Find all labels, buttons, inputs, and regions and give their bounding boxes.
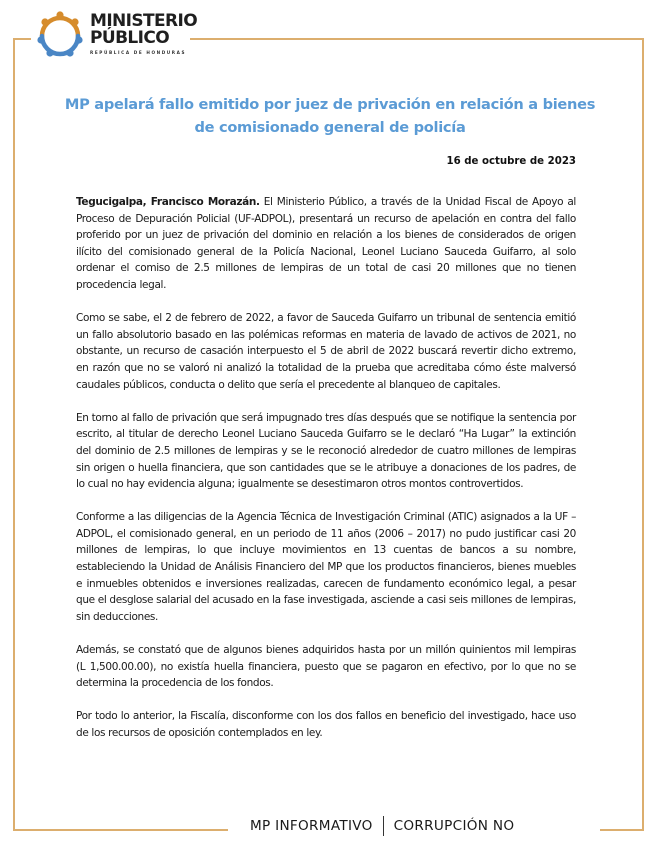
- footer-separator: [383, 816, 384, 836]
- footer-tagline: [250, 816, 514, 836]
- frame-border-top-right: [190, 38, 644, 40]
- frame-border-right: [642, 38, 644, 831]
- frame-border-top-left: [13, 38, 31, 40]
- people-circle-icon: [36, 10, 84, 58]
- paragraph-1: [76, 194, 576, 294]
- frame-border-bottom-right: [600, 829, 644, 831]
- paragraph-5: Además, se constató que de algunos bienes adquiridos hasta por un millón quinientos mil lempiras (L 1,500.00.00), no existía huella financiera, puesto que se pagaron en efectivo, por lo que no se determina la procedencia de los fondos.: [76, 644, 576, 690]
- paragraph-2: Como se sabe, el 2 de febrero de 2022, a favor de Sauceda Guifarro un tribunal de sentencia emitió un fallo absolutorio basado en las polémicas reformas en materia de lavado de activos de 2021, no obstante, un recurso de casación interpuesto el 5 de abril de 2022 buscará revertir dicho extremo, en razón que no se valoró ni analizó la totalidad de la prueba que acreditaba cómo éste malversó caudales públicos, conducta o delito que sería el precedente al blanqueo de capitales.: [76, 312, 576, 391]
- logo-subtitle: REPÚBLICA DE HONDURAS: [90, 50, 187, 55]
- article-date: 16 de octubre de 2023: [446, 156, 576, 167]
- footer-corrupcion-no: CORRUPCIÓN NO: [393, 818, 515, 834]
- dateline: Tegucigalpa, Francisco Morazán.: [76, 196, 260, 208]
- frame-border-left: [13, 38, 15, 831]
- frame-border-bottom-left: [13, 829, 228, 831]
- article-title: MP apelará fallo emitido por juez de privación en relación a bienes de comisionado general de policía: [64, 96, 596, 136]
- logo-line-2: PÚBLICO: [90, 28, 170, 48]
- footer-mp-informativo: MP INFORMATIVO: [250, 818, 373, 834]
- logo-wordmark: [90, 13, 197, 55]
- paragraph-3: En torno al fallo de privación que será impugnado tres días después que se notifique la sentencia por escrito, al titular de derecho Leonel Luciano Sauceda Guifarro se le declaró “Ha Lugar” la extinción del dominio de 2.5 millones de lempiras y se le reconoció alrededor de cuatro millones de lempiras sin origen o huella financiera, que son cantidades que se le atribuye a donaciones de los padres, de lo cual no hay evidencia alguna; igualmente se desestimaron otros montos controvertidos.: [76, 411, 576, 491]
- article-body: [76, 194, 576, 758]
- logo-line-1: MINISTERIO: [90, 11, 198, 31]
- paragraph-6: Por todo lo anterior, la Fiscalía, disconforme con los dos fallos en beneficio del investigado, hace uso de los recursos de oposición contemplados en ley.: [76, 710, 576, 739]
- ministerio-publico-logo: [36, 10, 197, 58]
- paragraph-4: Conforme a las diligencias de la Agencia Técnica de Investigación Criminal (ATIC) asignados a la UF – ADPOL, el comisionado general, en un periodo de 11 años (2006 – 2017) no pudo justificar casi 20 millones de lempiras, lo que incluye movimientos en 13 cuentas de bancos a su nombre, estableciendo la Unidad de Análisis Financiero del MP que los productos financieros, bienes muebles e inmuebles obtenidos e inversiones realizadas, carecen de fundamento económico legal, a pesar que el desglose salarial del acusado en la fase investigada, asciende a casi seis millones de lempiras, sin deducciones.: [76, 511, 576, 623]
- paragraph-1-text: El Ministerio Público, a través de la Unidad Fiscal de Apoyo al Proceso de Depuración Policial (UF-ADPOL), presentará un recurso de apelación en contra del fallo proferido por un juez de privación del dominio en relación a los bienes de considerados de origen ilícito del comisionado general de la Policía Nacional, Leonel Luciano Sauceda Guifarro, al solo ordenar el comiso de 2.5 millones de lempiras de un total de casi 20 millones que no tienen procedencia legal.: [76, 196, 576, 291]
